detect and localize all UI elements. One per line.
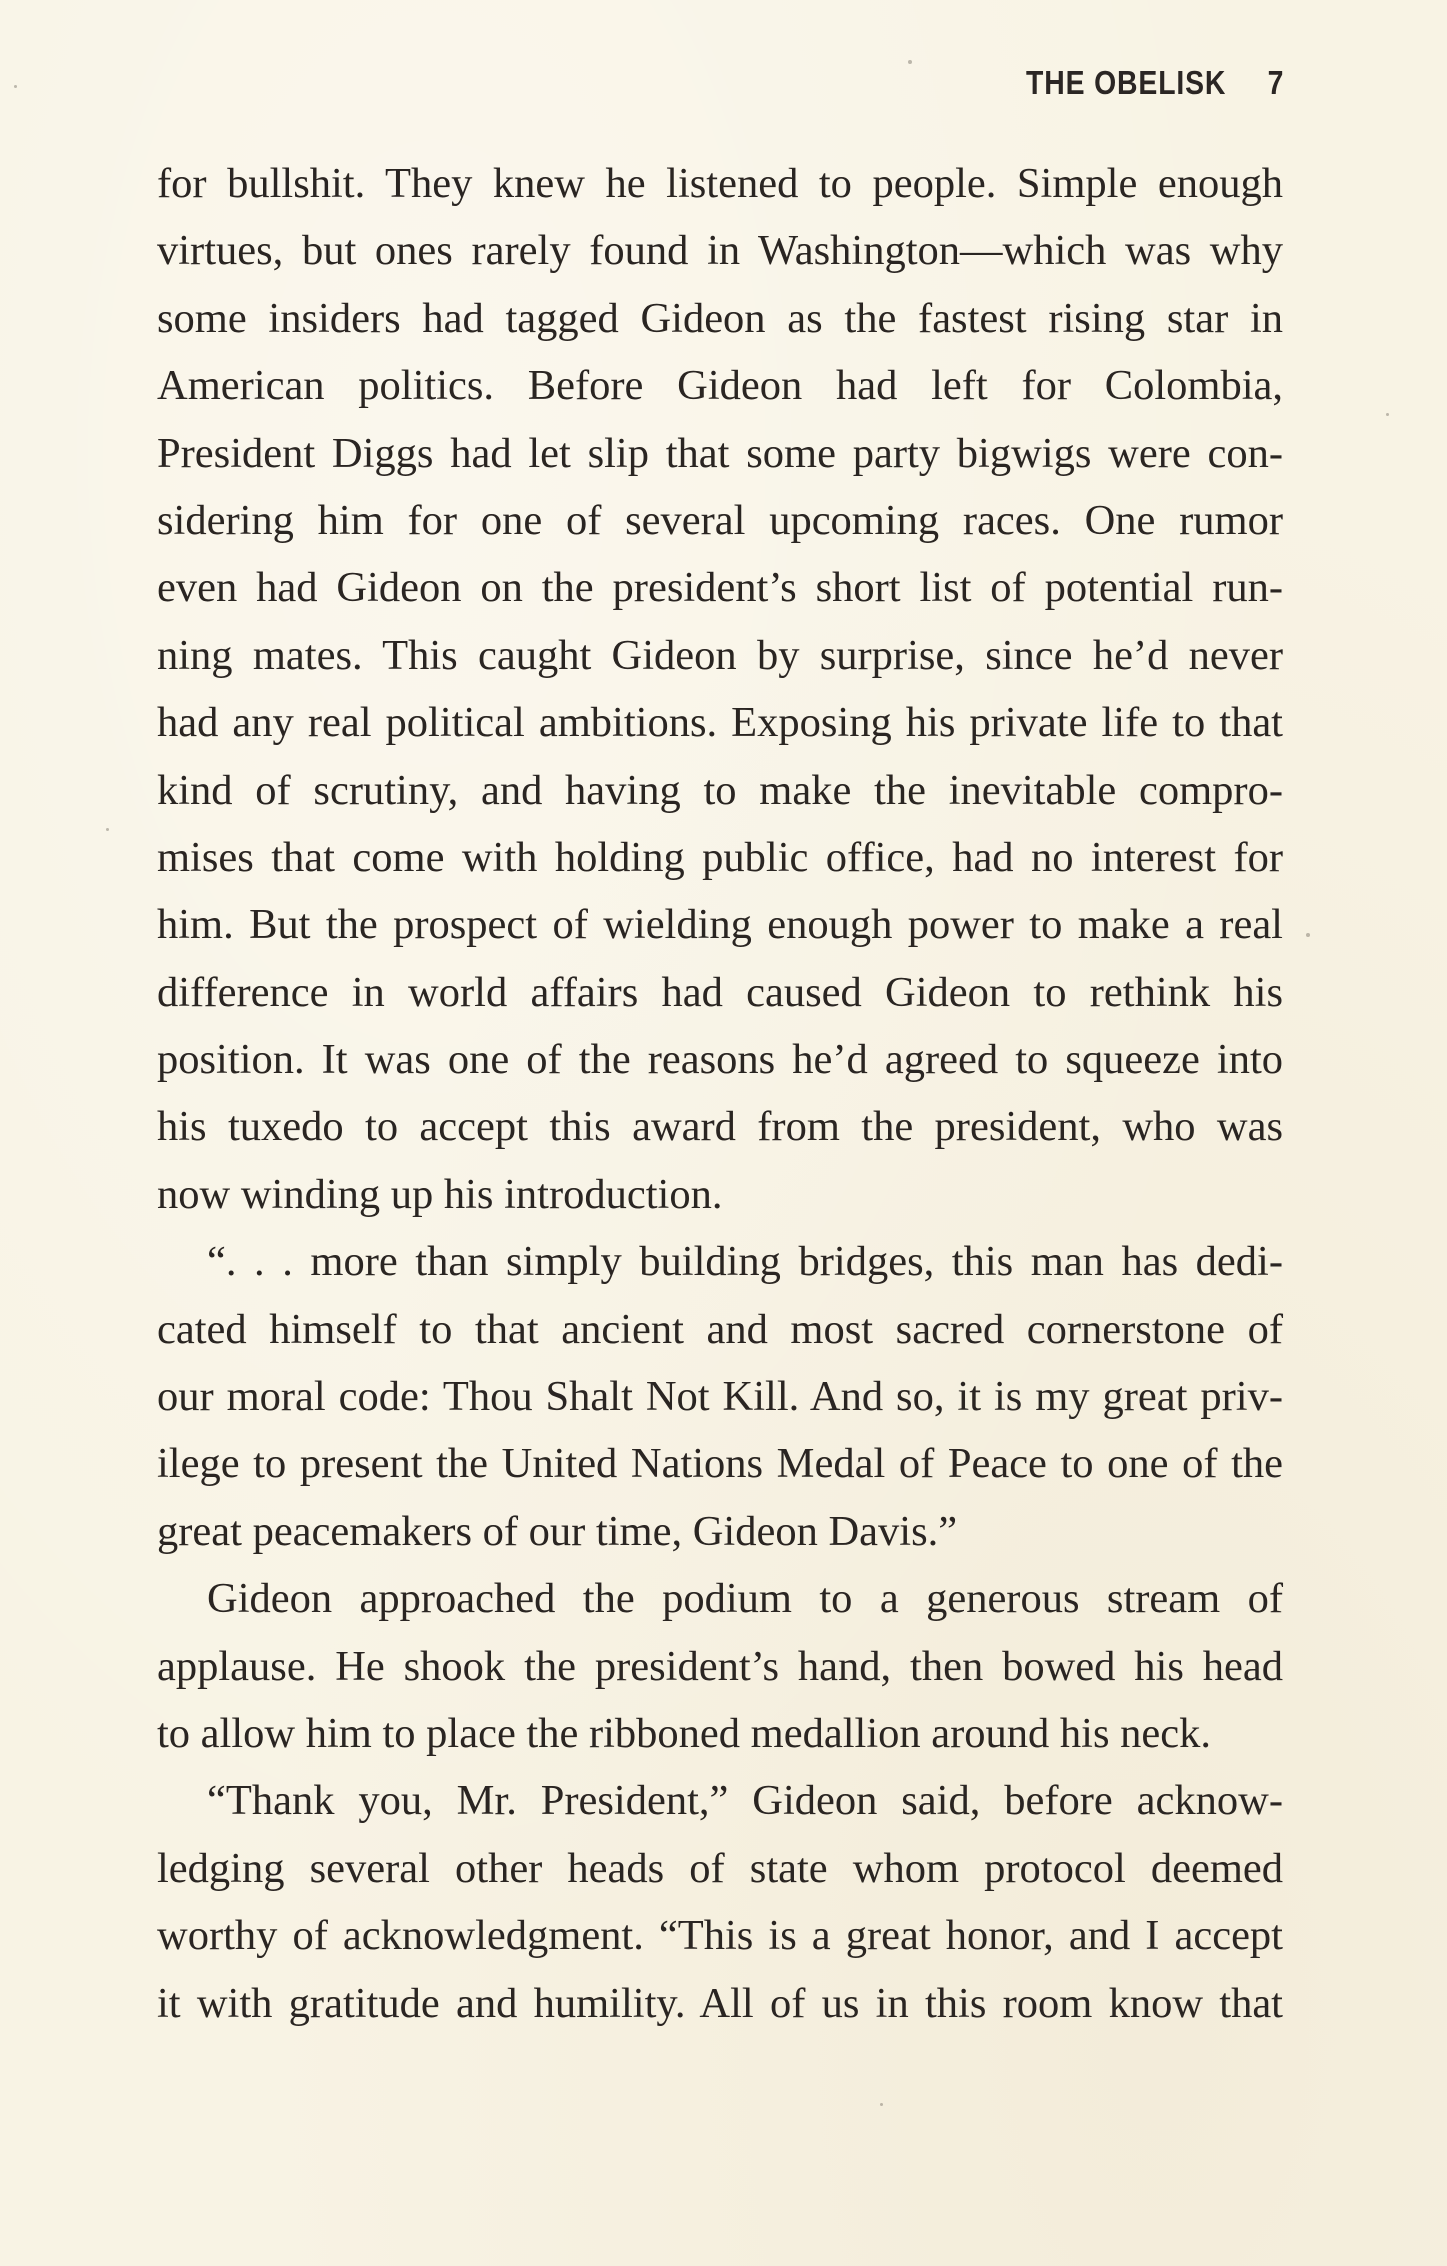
text-line: ning mates. This caught Gideon by surprise, since he’d never [157, 631, 1283, 679]
print-speck [1306, 933, 1310, 937]
text-line: kind of scrutiny, and having to make the inevitable compro- [157, 766, 1283, 814]
print-speck [880, 2103, 883, 2106]
text-line: sidering him for one of several upcoming races. One rumor [157, 496, 1283, 544]
text-line: our moral code: Thou Shalt Not Kill. And so, it is my great priv- [157, 1373, 1283, 1421]
text-line: now winding up his introduction. [157, 1170, 723, 1218]
text-line: position. It was one of the reasons he’d agreed to squeeze into [157, 1036, 1283, 1084]
running-title: THE OBELISK [1025, 64, 1227, 101]
text-line: American politics. Before Gideon had left for Colombia, [157, 362, 1283, 410]
page-number: 7 [1267, 64, 1284, 101]
text-line: ilege to present the United Nations Medal of Peace to one of the [157, 1440, 1283, 1488]
text-line: his tuxedo to accept this award from the president, who was [157, 1103, 1283, 1151]
text-line: great peacemakers of our time, Gideon Davis.” [157, 1507, 958, 1555]
text-line: him. But the prospect of wielding enough power to make a real [157, 901, 1283, 949]
text-line: it with gratitude and humility. All of us in this room know that [157, 1979, 1283, 2027]
text-line: virtues, but ones rarely found in Washington—which was why [157, 227, 1283, 275]
text-line: “Thank you, Mr. President,” Gideon said, before acknow- [207, 1777, 1283, 1825]
print-speck [1386, 413, 1389, 416]
text-line: difference in world affairs had caused Gideon to rethink his [157, 968, 1283, 1016]
text-line: “. . . more than simply building bridges, this man has dedi- [207, 1238, 1283, 1286]
text-line: some insiders had tagged Gideon as the fastest rising star in [157, 294, 1283, 342]
text-line: ledging several other heads of state whom protocol deemed [157, 1844, 1283, 1892]
body-text [157, 150, 1283, 2037]
text-line: cated himself to that ancient and most sacred cornerstone of [157, 1305, 1283, 1353]
text-line: had any real political ambitions. Exposing his private life to that [157, 699, 1283, 747]
print-speck [106, 828, 109, 831]
text-line: President Diggs had let slip that some party bigwigs were con- [157, 429, 1283, 477]
text-line: mises that come with holding public office, had no interest for [157, 833, 1283, 881]
text-line: even had Gideon on the president’s short list of potential run- [157, 564, 1283, 612]
text-line: to allow him to place the ribboned medallion around his neck. [157, 1709, 1211, 1757]
text-line: worthy of acknowledgment. “This is a great honor, and I accept [157, 1912, 1283, 1960]
text-line: applause. He shook the president’s hand, then bowed his head [157, 1642, 1283, 1690]
text-line: for bullshit. They knew he listened to people. Simple enough [157, 160, 1283, 207]
running-head [1026, 64, 1284, 102]
text-line: Gideon approached the podium to a generous stream of [207, 1575, 1283, 1623]
print-speck [14, 85, 17, 88]
print-speck [908, 60, 912, 64]
